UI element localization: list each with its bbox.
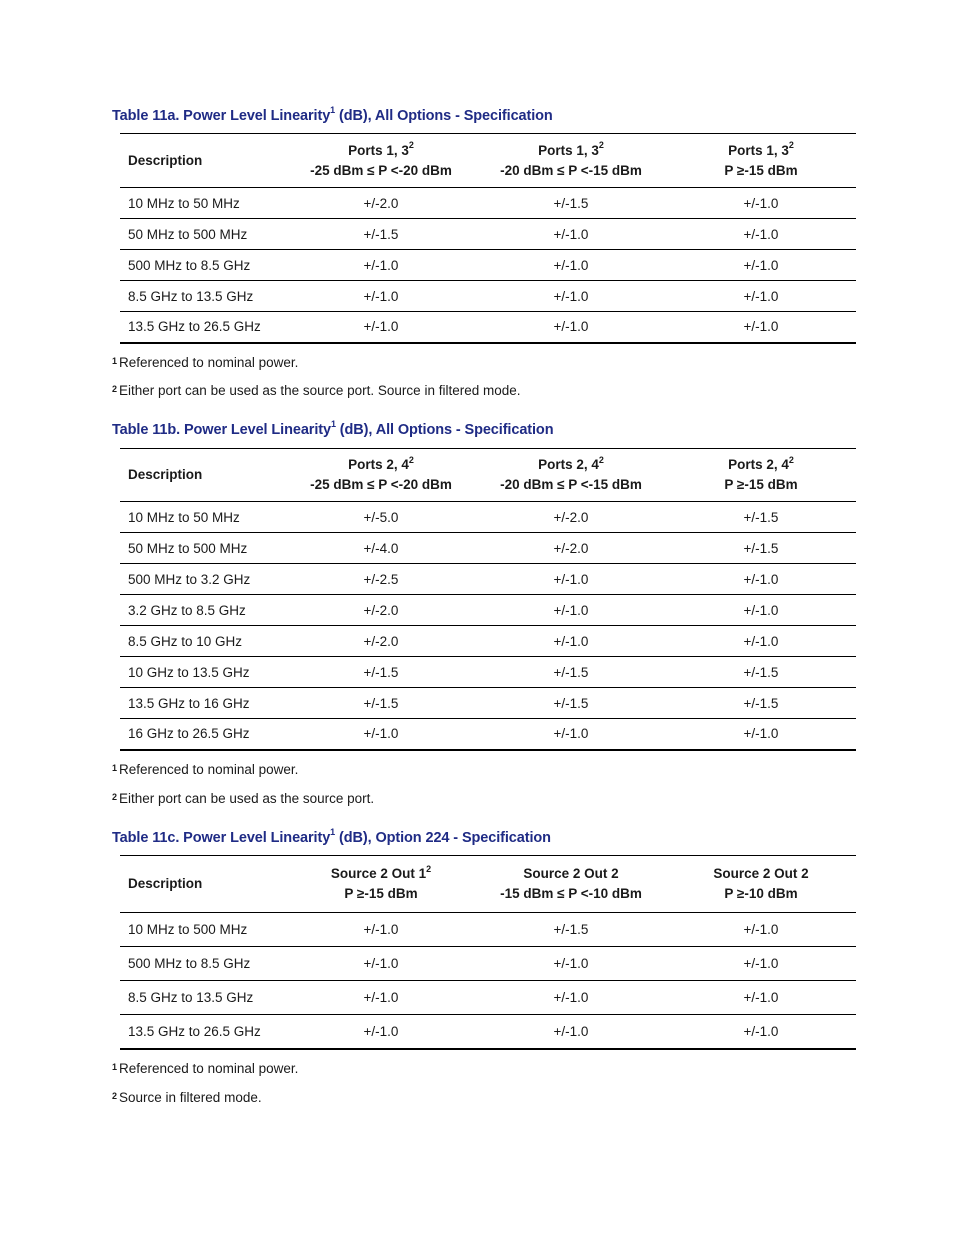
table-cell: +/-2.0 — [286, 626, 476, 657]
table-row — [120, 219, 856, 250]
footnote — [112, 762, 298, 777]
footnote-text: Referenced to nominal power. — [119, 762, 299, 777]
table-cell: +/-2.0 — [286, 188, 476, 219]
table-cell: +/-1.5 — [286, 657, 476, 688]
table-cell: +/-1.0 — [476, 564, 666, 595]
table-cell: +/-1.5 — [666, 502, 856, 533]
title-text-rest: (dB), All Options - Specification — [335, 108, 553, 124]
title-footnote-mark: 1 — [330, 105, 336, 116]
table-row — [120, 719, 856, 750]
table-row — [120, 626, 856, 657]
footnote-mark: 1 — [112, 356, 118, 366]
table-cell: +/-1.0 — [363, 319, 399, 335]
table-cell: +/-1.0 — [476, 250, 666, 281]
header-row — [120, 134, 856, 188]
table-cell: +/-1.0 — [476, 595, 666, 626]
footnote-text: Either port can be used as the source port. — [119, 791, 375, 806]
footnote-mark: 2 — [112, 792, 118, 802]
title-footnote-mark: 1 — [330, 827, 336, 838]
column-header: Source 2 Out 2 P ≥-10 dBm — [666, 856, 856, 913]
row-label: 10 MHz to 50 MHz — [120, 188, 286, 219]
table-cell: +/-1.0 — [666, 626, 856, 657]
table-11c-title — [112, 827, 551, 846]
row-label: 10 MHz to 500 MHz — [120, 913, 286, 947]
table-cell: +/-1.0 — [743, 319, 779, 335]
table-cell: +/-1.0 — [743, 1023, 779, 1039]
row-label: 13.5 GHz to 26.5 GHz — [128, 319, 261, 335]
column-header: Ports 1, $3^2$ -20 dBm ≤ P <-15 dBm — [476, 134, 666, 188]
title-text: Table 11a. Power Level Linearity — [112, 108, 331, 124]
title-footnote-mark: 1 — [330, 419, 336, 430]
table-cell: +/-1.0 — [476, 219, 666, 250]
row-label: 3.2 GHz to 8.5 GHz — [120, 595, 286, 626]
footnote-text: Referenced to nominal power. — [119, 1061, 299, 1076]
header-row — [120, 856, 856, 913]
title-text-rest: (dB), Option 224 - Specification — [335, 830, 551, 846]
table-11c — [120, 855, 856, 1050]
table-cell: +/-1.5 — [666, 533, 856, 564]
table-cell: +/-1.0 — [286, 981, 476, 1015]
footnote-text: Either port can be used as the source port. Source in filtered mode. — [119, 383, 521, 398]
table-row — [120, 533, 856, 564]
table-cell: +/-1.5 — [286, 219, 476, 250]
footnote — [112, 1090, 262, 1105]
table-cell: +/-1.0 — [553, 319, 589, 335]
row-label: 50 MHz to 500 MHz — [120, 219, 286, 250]
footnote-mark: 2 — [112, 1091, 118, 1101]
table-cell: +/-1.5 — [666, 657, 856, 688]
row-label: 8.5 GHz to 13.5 GHz — [120, 981, 286, 1015]
table-cell: +/-4.0 — [286, 533, 476, 564]
column-header: Ports 1, $3^2$ P ≥-15 dBm — [666, 134, 856, 188]
column-header: Ports 2, $4^2$ -25 dBm ≤ P <-20 dBm — [286, 449, 476, 502]
table-cell: +/-1.5 — [286, 688, 476, 719]
footnote-text: Source in filtered mode. — [119, 1090, 262, 1105]
table-row — [120, 188, 856, 219]
table-cell: +/-1.0 — [666, 564, 856, 595]
table-cell: +/-1.5 — [476, 688, 666, 719]
table-row — [120, 688, 856, 719]
table-cell: +/-2.0 — [476, 502, 666, 533]
table-11a — [120, 133, 856, 344]
table-cell: +/-1.0 — [666, 281, 856, 312]
table-row — [120, 913, 856, 947]
table-cell: +/-5.0 — [286, 502, 476, 533]
row-label: 13.5 GHz to 16 GHz — [120, 688, 286, 719]
table-row — [120, 1015, 856, 1049]
table-cell: +/-1.5 — [476, 188, 666, 219]
table-row — [120, 564, 856, 595]
table-cell: +/-1.0 — [286, 913, 476, 947]
row-label: 16 GHz to 26.5 GHz — [128, 726, 250, 742]
footnote-text: Referenced to nominal power. — [119, 355, 299, 370]
table-cell: +/-1.0 — [476, 281, 666, 312]
table-cell: +/-1.0 — [553, 1023, 589, 1039]
table-cell: +/-1.0 — [476, 947, 666, 981]
column-header-description: Description — [120, 134, 286, 188]
table-cell: +/-1.0 — [666, 219, 856, 250]
table-cell: +/-1.0 — [666, 947, 856, 981]
table-row — [120, 657, 856, 688]
row-label: 10 GHz to 13.5 GHz — [120, 657, 286, 688]
column-header: Source 2 Out $1^2$ P ≥-15 dBm — [286, 856, 476, 913]
table-11a-title — [112, 105, 553, 124]
table-row — [120, 947, 856, 981]
row-label: 500 MHz to 8.5 GHz — [120, 947, 286, 981]
table-cell: +/-1.0 — [666, 913, 856, 947]
table-row — [120, 502, 856, 533]
column-header: Ports 1, $3^2$ -25 dBm ≤ P <-20 dBm — [286, 134, 476, 188]
table-cell: +/-1.5 — [476, 657, 666, 688]
row-label: 8.5 GHz to 13.5 GHz — [120, 281, 286, 312]
footnote-mark: 1 — [112, 1062, 118, 1072]
table-cell: +/-1.0 — [666, 188, 856, 219]
table-row — [120, 981, 856, 1015]
table-cell: +/-1.0 — [666, 981, 856, 1015]
table-cell: +/-1.0 — [476, 981, 666, 1015]
table-cell: +/-1.0 — [553, 726, 589, 742]
row-label: 500 MHz to 8.5 GHz — [120, 250, 286, 281]
row-label: 8.5 GHz to 10 GHz — [120, 626, 286, 657]
row-label: 10 MHz to 50 MHz — [120, 502, 286, 533]
column-header-description: Description — [120, 449, 286, 502]
column-header: Source 2 Out 2 -15 dBm ≤ P <-10 dBm — [476, 856, 666, 913]
column-header: Ports 2, $4^2$ P ≥-15 dBm — [666, 449, 856, 502]
table-cell: +/-1.5 — [476, 913, 666, 947]
row-label: 500 MHz to 3.2 GHz — [120, 564, 286, 595]
table-cell: +/-1.0 — [286, 250, 476, 281]
table-row — [120, 250, 856, 281]
footnote — [112, 791, 374, 806]
table-cell: +/-1.0 — [363, 726, 399, 742]
footnote-mark: 1 — [112, 763, 118, 773]
table-row — [120, 595, 856, 626]
table-cell: +/-1.5 — [666, 688, 856, 719]
table-cell: +/-2.0 — [476, 533, 666, 564]
table-row — [120, 312, 856, 343]
table-11b-title — [112, 419, 554, 438]
table-cell: +/-2.0 — [286, 595, 476, 626]
table-cell: +/-1.0 — [666, 595, 856, 626]
footnote — [112, 383, 521, 398]
table-cell: +/-1.0 — [476, 626, 666, 657]
footnote — [112, 1061, 298, 1076]
column-header: Ports 2, $4^2$ -20 dBm ≤ P <-15 dBm — [476, 449, 666, 502]
table-row — [120, 281, 856, 312]
table-cell: +/-1.0 — [363, 1023, 399, 1039]
column-header-description: Description — [120, 856, 286, 913]
table-11b — [120, 448, 856, 751]
header-row — [120, 449, 856, 502]
row-label: 50 MHz to 500 MHz — [120, 533, 286, 564]
table-cell: +/-1.0 — [743, 726, 779, 742]
title-text: Table 11c. Power Level Linearity — [112, 830, 331, 846]
title-text: Table 11b. Power Level Linearity — [112, 422, 331, 438]
footnote-mark: 2 — [112, 384, 118, 394]
table-cell: +/-1.0 — [286, 947, 476, 981]
table-cell: +/-2.5 — [286, 564, 476, 595]
table-cell: +/-1.0 — [666, 250, 856, 281]
title-text-rest: (dB), All Options - Specification — [335, 422, 554, 438]
footnote — [112, 355, 298, 370]
row-label: 13.5 GHz to 26.5 GHz — [128, 1023, 261, 1039]
table-cell: +/-1.0 — [286, 281, 476, 312]
